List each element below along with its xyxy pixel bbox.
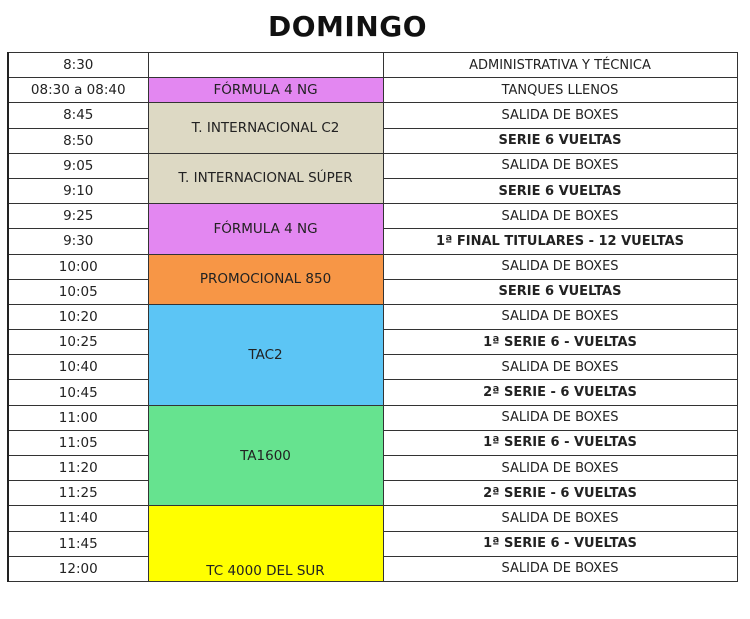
activity-cell: SALIDA DE BOXES — [383, 456, 737, 481]
activity-cell: TANQUES LLENOS — [383, 78, 737, 103]
time-cell: 11:05 — [8, 430, 148, 455]
time-cell: 11:45 — [8, 531, 148, 556]
activity-cell: ADMINISTRATIVA Y TÉCNICA — [383, 53, 737, 78]
activity-cell: SALIDA DE BOXES — [383, 204, 737, 229]
activity-cell: SALIDA DE BOXES — [383, 254, 737, 279]
time-cell: 12:00 — [8, 556, 148, 581]
table-row — [8, 53, 737, 78]
activity-cell: SERIE 6 VUELTAS — [383, 279, 737, 304]
time-cell: 10:00 — [8, 254, 148, 279]
time-cell: 10:20 — [8, 304, 148, 329]
activity-cell: 2ª SERIE - 6 VUELTAS — [383, 380, 737, 405]
time-cell: 11:20 — [8, 456, 148, 481]
activity-cell: SALIDA DE BOXES — [383, 556, 737, 581]
activity-cell: SALIDA DE BOXES — [383, 355, 737, 380]
activity-cell: 1ª SERIE 6 - VUELTAS — [383, 430, 737, 455]
activity-cell: 1ª SERIE 6 - VUELTAS — [383, 531, 737, 556]
table-row — [8, 405, 737, 430]
category-cell: TC 4000 DEL SUR — [148, 506, 383, 582]
time-cell: 11:25 — [8, 481, 148, 506]
page-title: DOMINGO — [267, 10, 428, 43]
table-row — [8, 153, 737, 178]
time-cell: 08:30 a 08:40 — [8, 78, 148, 103]
activity-cell: SALIDA DE BOXES — [383, 304, 737, 329]
page-cutoff — [0, 612, 750, 619]
time-cell: 9:10 — [8, 178, 148, 203]
category-cell: FÓRMULA 4 NG — [148, 78, 383, 103]
time-cell: 10:25 — [8, 330, 148, 355]
time-cell: 8:30 — [8, 53, 148, 78]
category-cell: T. INTERNACIONAL SÚPER — [148, 153, 383, 203]
category-cell: TAC2 — [148, 304, 383, 405]
table-row — [8, 103, 737, 128]
time-cell: 10:05 — [8, 279, 148, 304]
table-row — [8, 204, 737, 229]
schedule-table — [7, 52, 738, 582]
category-cell: T. INTERNACIONAL C2 — [148, 103, 383, 153]
category-cell: PROMOCIONAL 850 — [148, 254, 383, 304]
table-row — [8, 304, 737, 329]
activity-cell: 1ª SERIE 6 - VUELTAS — [383, 330, 737, 355]
time-cell: 9:25 — [8, 204, 148, 229]
category-cell — [148, 53, 383, 78]
time-cell: 10:40 — [8, 355, 148, 380]
activity-cell: 1ª FINAL TITULARES - 12 VUELTAS — [383, 229, 737, 254]
time-cell: 11:00 — [8, 405, 148, 430]
table-row — [8, 254, 737, 279]
time-cell: 9:30 — [8, 229, 148, 254]
time-cell: 8:50 — [8, 128, 148, 153]
category-cell: FÓRMULA 4 NG — [148, 204, 383, 254]
category-cell: TA1600 — [148, 405, 383, 506]
time-cell: 9:05 — [8, 153, 148, 178]
activity-cell: SALIDA DE BOXES — [383, 405, 737, 430]
time-cell: 10:45 — [8, 380, 148, 405]
activity-cell: 2ª SERIE - 6 VUELTAS — [383, 481, 737, 506]
activity-cell: SALIDA DE BOXES — [383, 506, 737, 531]
table-row — [8, 78, 737, 103]
time-cell: 11:40 — [8, 506, 148, 531]
time-cell: 8:45 — [8, 103, 148, 128]
table-row — [8, 506, 737, 531]
activity-cell: SALIDA DE BOXES — [383, 103, 737, 128]
activity-cell: SERIE 6 VUELTAS — [383, 128, 737, 153]
activity-cell: SALIDA DE BOXES — [383, 153, 737, 178]
activity-cell: SERIE 6 VUELTAS — [383, 178, 737, 203]
